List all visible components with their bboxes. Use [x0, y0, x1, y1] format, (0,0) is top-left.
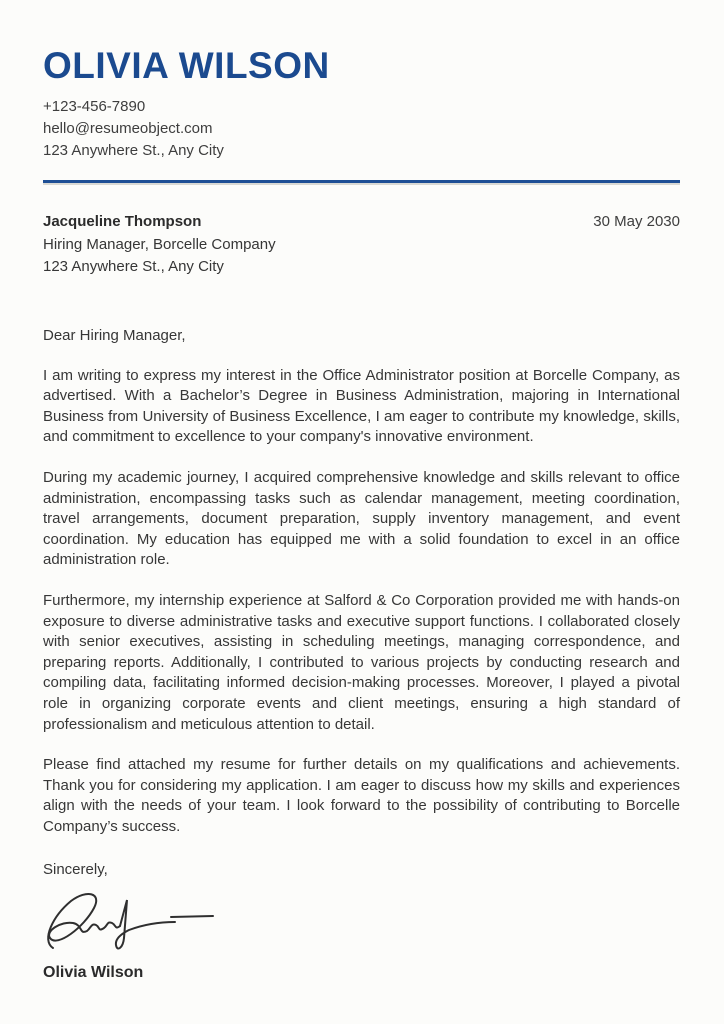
paragraph-intro: I am writing to express my interest in the Office Administrator position at Borcelle Company, as advertised. With a Bachelor’s Degree in Business Administration, majoring in International Business from University of Business Excellence, I am eager to contribute my knowledge, skills, and commitment to excellence to your company's innovative environment. — [43, 366, 680, 446]
person-name: OLIVIA WILSON — [43, 45, 330, 86]
recipient-block — [43, 211, 276, 279]
recipient-address: 123 Anywhere St., Any City — [43, 258, 224, 276]
letter-date: 30 May 2030 — [593, 213, 680, 231]
contact-address: 123 Anywhere St., Any City — [43, 141, 224, 159]
signature-image — [43, 886, 680, 960]
contact-phone: +123-456-7890 — [43, 97, 146, 115]
greeting: Dear Hiring Manager, — [43, 326, 186, 344]
header-divider — [43, 180, 680, 184]
paragraph-education: During my academic journey, I acquired comprehensive knowledge and skills relevant to office administration, encompassing tasks such as calendar management, meeting coordination, travel arrangements, document preparation, supply inventory management, and event coordination. My education has equipped me with a solid foundation to excel in an office administration role. — [43, 469, 680, 569]
letter-footer — [43, 859, 680, 982]
letter-body — [43, 325, 680, 838]
recipient-title: Hiring Manager, Borcelle Company — [43, 235, 276, 253]
closing-salutation: Sincerely, — [43, 860, 108, 878]
signer-name: Olivia Wilson — [43, 963, 144, 981]
paragraph-experience: Furthermore, my internship experience at Salford & Co Corporation provided me with hands-on exposure to diverse administrative tasks and executive support functions. I collaborated closely with senior executives, assisting in scheduling meetings, managing correspondence, and preparing reports. Additionally, I contributed to various projects by conducting research and compiling data, facilitating informed decision-making processes. Moreover, I played a pivotal role in organizing corporate events and client meetings, ensuring a high standard of professionalism and meticulous attention to detail. — [43, 592, 680, 733]
contact-email: hello@resumeobject.com — [43, 119, 213, 137]
contact-block — [43, 96, 680, 162]
recipient-section — [43, 211, 680, 279]
paragraph-conclusion: Please find attached my resume for further details on my qualifications and achievements. Thank you for considering my application. I am eager to discuss how my skills and experiences align with the needs of your team. I look forward to the possibility of contributing to Borcelle Company’s success. — [43, 756, 680, 835]
recipient-name: Jacqueline Thompson — [43, 213, 202, 231]
letter-header — [43, 46, 680, 183]
